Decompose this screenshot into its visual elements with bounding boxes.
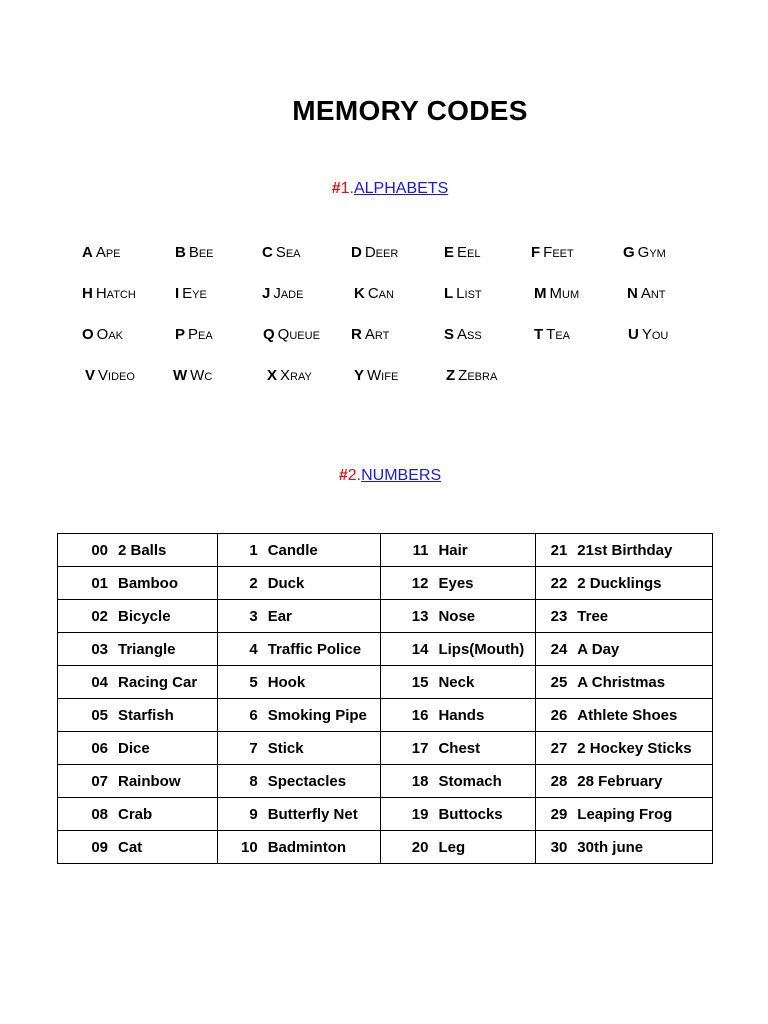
code-number: 10 (241, 838, 258, 856)
table-cell (217, 633, 381, 666)
table-cell (217, 798, 381, 831)
alphabet-code-item (354, 367, 398, 384)
code-word: Cat (118, 838, 143, 856)
code-word: A Day (577, 640, 620, 658)
alphabet-letter: W (173, 367, 188, 384)
alphabet-letter: N (627, 285, 638, 302)
alphabet-word: Sea (275, 244, 301, 261)
code-word: Dice (118, 739, 150, 757)
table-row (58, 534, 713, 567)
code-number: 09 (91, 838, 108, 856)
code-number: 17 (411, 739, 429, 757)
alphabet-word: Ape (95, 244, 121, 261)
alphabet-code-item (82, 326, 123, 343)
alphabet-letter: H (82, 285, 93, 302)
alphabet-word: Ant (640, 285, 666, 302)
alphabet-code-item (623, 244, 666, 261)
code-word: Lips(Mouth) (438, 640, 525, 658)
code-number: 13 (411, 607, 429, 625)
code-number: 15 (411, 673, 429, 691)
table-cell (381, 765, 536, 798)
alphabet-code-item (444, 326, 482, 343)
code-number: 12 (411, 574, 429, 592)
table-cell (58, 600, 218, 633)
alphabet-word: Jade (273, 285, 304, 302)
code-word: 2 Ducklings (577, 574, 662, 592)
code-number: 18 (411, 772, 429, 790)
code-number: 19 (411, 805, 429, 823)
table-cell (536, 666, 713, 699)
code-word: Hair (438, 541, 468, 559)
table-row (58, 567, 713, 600)
alphabet-letter: Z (446, 367, 456, 384)
code-number: 2 (249, 574, 258, 592)
code-word: Tree (577, 607, 609, 625)
code-word: Traffic Police (267, 640, 362, 658)
alphabet-code-item (82, 285, 136, 302)
code-word: Spectacles (267, 772, 347, 790)
code-number: 07 (91, 772, 108, 790)
code-word: Smoking Pipe (267, 706, 367, 724)
table-cell (381, 798, 536, 831)
code-word: Buttocks (438, 805, 503, 823)
table-cell (381, 831, 536, 864)
code-word: Triangle (118, 640, 176, 658)
alphabet-word: Xray (280, 367, 312, 384)
code-word: A Christmas (577, 673, 666, 691)
table-cell (217, 765, 381, 798)
code-word: Stick (267, 739, 304, 757)
table-row (58, 798, 713, 831)
alphabet-letter: F (531, 244, 541, 261)
table-cell (217, 732, 381, 765)
table-cell (217, 699, 381, 732)
alphabet-word: Pea (188, 326, 213, 343)
table-cell (536, 798, 713, 831)
code-number: 3 (249, 607, 258, 625)
table-cell (58, 699, 218, 732)
alphabet-word: Wc (190, 367, 213, 384)
alphabet-letter: D (351, 244, 362, 261)
table-cell (536, 732, 713, 765)
code-number: 11 (412, 541, 429, 559)
alphabet-code-item (531, 244, 574, 261)
alphabet-letter: S (444, 326, 455, 343)
code-number: 21 (550, 541, 568, 559)
table-cell (58, 567, 218, 600)
alphabet-letter: Y (354, 367, 365, 384)
table-cell (536, 567, 713, 600)
alphabet-code-item (262, 244, 301, 261)
code-number: 00 (91, 541, 108, 559)
table-row (58, 831, 713, 864)
alphabet-code-item (354, 285, 394, 302)
table-cell (217, 567, 381, 600)
alphabet-word: Eye (182, 285, 207, 302)
section-heading-alphabets (0, 180, 768, 198)
table-row (58, 633, 713, 666)
table-cell (217, 534, 381, 567)
code-number: 9 (249, 805, 258, 823)
code-word: Racing Car (118, 673, 198, 691)
alphabet-letter: E (444, 244, 455, 261)
alphabet-code-item (175, 285, 207, 302)
alphabet-word: Tea (546, 326, 571, 343)
table-cell (536, 633, 713, 666)
code-word: 2 Hockey Sticks (577, 739, 692, 757)
code-word: Athlete Shoes (577, 706, 678, 724)
alphabet-letter: R (351, 326, 362, 343)
table-cell (217, 666, 381, 699)
code-word: Nose (438, 607, 476, 625)
table-cell (58, 666, 218, 699)
alphabet-code-item (262, 285, 303, 302)
code-number: 28 (550, 772, 568, 790)
code-number: 4 (249, 640, 258, 658)
alphabet-word: Feet (543, 244, 574, 261)
code-word: Leaping Frog (577, 805, 673, 823)
code-number: 26 (550, 706, 568, 724)
code-number: 05 (91, 706, 108, 724)
alphabet-code-item (444, 285, 482, 302)
alphabet-letter: X (267, 367, 278, 384)
alphabet-letter: G (623, 244, 635, 261)
alphabet-word: Art (364, 326, 390, 343)
code-word: Bicycle (118, 607, 171, 625)
alphabet-code-item (628, 326, 668, 343)
code-number: 24 (550, 640, 568, 658)
alphabet-word: Can (367, 285, 394, 302)
code-word: Stomach (438, 772, 502, 790)
alphabet-letter: T (534, 326, 544, 343)
table-cell (536, 600, 713, 633)
code-number: 03 (91, 640, 108, 658)
alphabet-letter: A (82, 244, 93, 261)
alphabet-word: List (456, 285, 482, 302)
table-cell (217, 600, 381, 633)
alphabet-letter: P (175, 326, 186, 343)
numbers-link[interactable]: NUMBERS (361, 467, 442, 484)
alphabet-letter: I (175, 285, 180, 302)
code-word: Hook (267, 673, 306, 691)
alphabet-word: You (641, 326, 669, 343)
code-number: 1 (249, 541, 258, 559)
table-cell (381, 534, 536, 567)
alphabet-word: Eel (457, 244, 481, 261)
code-number: 27 (550, 739, 568, 757)
code-number: 5 (249, 673, 258, 691)
table-cell (536, 699, 713, 732)
section-heading-numbers (0, 467, 768, 485)
alphabet-word: Deer (364, 244, 399, 261)
table-cell (536, 534, 713, 567)
code-word: 28 February (577, 772, 663, 790)
table-cell (381, 732, 536, 765)
alphabet-word: Wife (367, 367, 399, 384)
code-number: 01 (91, 574, 108, 592)
alphabet-word: Video (98, 367, 135, 384)
code-word: Hands (438, 706, 485, 724)
alphabet-word: Mum (549, 285, 580, 302)
table-row (58, 765, 713, 798)
code-word: 30th june (577, 838, 644, 856)
alphabet-code-item (263, 326, 320, 343)
table-cell (58, 831, 218, 864)
alphabet-letter: C (262, 244, 273, 261)
table-cell (58, 534, 218, 567)
alphabet-word: Queue (277, 326, 320, 343)
code-number: 23 (550, 607, 568, 625)
alphabet-letter: B (175, 244, 186, 261)
code-word: Ear (267, 607, 292, 625)
code-word: 21st Birthday (577, 541, 673, 559)
table-row (58, 699, 713, 732)
code-number: 7 (249, 739, 258, 757)
alphabet-code-item (173, 367, 212, 384)
code-word: Badminton (267, 838, 347, 856)
code-word: Duck (267, 574, 305, 592)
section-number: #2. (338, 467, 362, 484)
alphabet-word: Oak (96, 326, 124, 343)
alphabet-code-item (175, 326, 213, 343)
alphabet-word: Zebra (458, 367, 498, 384)
alphabet-letter: K (354, 285, 365, 302)
table-cell (381, 699, 536, 732)
table-cell (381, 666, 536, 699)
alphabet-letter: V (85, 367, 96, 384)
alphabet-code-item (534, 326, 570, 343)
alphabet-letter: M (534, 285, 547, 302)
alphabet-code-item (534, 285, 579, 302)
code-number: 25 (550, 673, 568, 691)
code-word: Crab (118, 805, 153, 823)
alphabet-code-item (446, 367, 497, 384)
table-cell (536, 831, 713, 864)
table-cell (381, 633, 536, 666)
code-number: 8 (249, 772, 258, 790)
code-number: 30 (550, 838, 568, 856)
alphabet-code-item (267, 367, 312, 384)
alphabet-word: Hatch (95, 285, 136, 302)
page-title: MEMORY CODES (292, 95, 528, 126)
table-cell (381, 600, 536, 633)
alphabet-word: Bee (188, 244, 214, 261)
code-number: 20 (411, 838, 429, 856)
section-number: #1. (331, 180, 354, 197)
code-word: Eyes (438, 574, 474, 592)
table-cell (217, 831, 381, 864)
alphabet-letter: Q (263, 326, 275, 343)
code-word: Chest (438, 739, 481, 757)
alphabet-code-item (444, 244, 480, 261)
table-cell (58, 798, 218, 831)
alphabet-letter: U (628, 326, 639, 343)
code-number: 22 (550, 574, 568, 592)
code-word: Butterfly Net (267, 805, 358, 823)
code-word: Bamboo (118, 574, 178, 592)
code-number: 08 (91, 805, 108, 823)
table-cell (58, 732, 218, 765)
alphabet-word: Gym (637, 244, 666, 261)
alphabet-code-item (627, 285, 666, 302)
table-row (58, 666, 713, 699)
table-cell (58, 765, 218, 798)
code-word: Neck (438, 673, 475, 691)
alphabet-code-item (82, 244, 121, 261)
alphabet-code-item (85, 367, 135, 384)
alphabet-code-item (351, 244, 398, 261)
table-row (58, 600, 713, 633)
code-word: Rainbow (118, 772, 181, 790)
table-cell (381, 567, 536, 600)
alphabet-letter: J (262, 285, 271, 302)
alphabet-letter: L (444, 285, 454, 302)
code-number: 6 (249, 706, 258, 724)
code-number: 04 (91, 673, 108, 691)
alphabet-code-item (351, 326, 389, 343)
code-word: Starfish (118, 706, 174, 724)
table-row (58, 732, 713, 765)
code-word: Candle (267, 541, 318, 559)
table-cell (58, 633, 218, 666)
code-number: 16 (411, 706, 429, 724)
alphabet-letter: O (82, 326, 94, 343)
alphabet-word: Ass (457, 326, 482, 343)
alphabets-link[interactable]: ALPHABETS (353, 180, 449, 197)
code-number: 29 (550, 805, 568, 823)
code-number: 02 (91, 607, 108, 625)
alphabet-code-item (175, 244, 214, 261)
code-word: Leg (438, 838, 466, 856)
code-word: 2 Balls (118, 541, 167, 559)
code-number: 14 (411, 640, 429, 658)
number-codes-table (57, 533, 713, 864)
table-cell (536, 765, 713, 798)
code-number: 06 (91, 739, 108, 757)
